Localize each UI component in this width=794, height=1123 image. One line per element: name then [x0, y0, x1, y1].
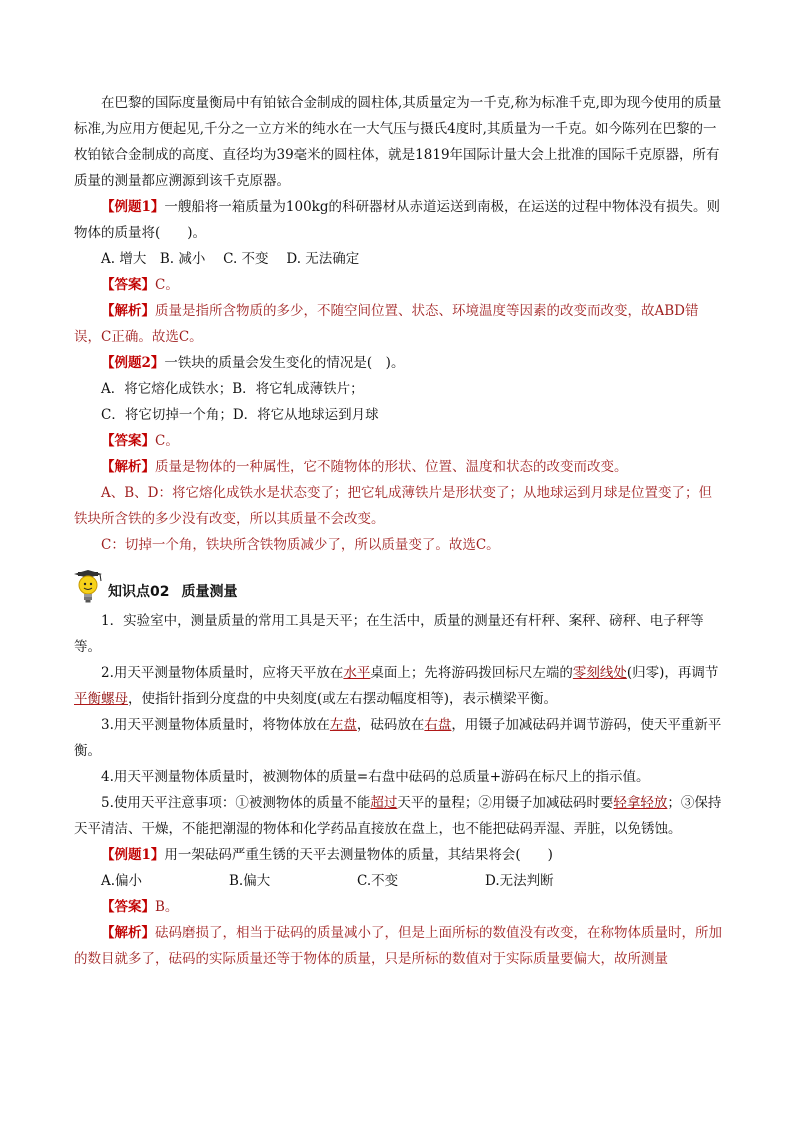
example-2-question — [74, 350, 722, 376]
underlined-term: 轻拿轻放 — [613, 795, 668, 811]
example-2-analysis — [74, 454, 722, 480]
point-4: 4.用天平测量物体质量时，被测物体的质量=右盘中砝码的总质量+游码在标尺上的指示值。 — [101, 769, 650, 785]
example-1-analysis — [74, 298, 722, 350]
example-2-answer — [74, 428, 722, 454]
example-3-options — [74, 868, 722, 894]
example-3-question — [74, 842, 722, 868]
underlined-term: 超过 — [370, 795, 398, 811]
intro-paragraph: 在巴黎的国际度量衡局中有铂铱合金制成的圆柱体,其质量定为一千克,称为标准千克,即为现今使用的质量标准,为应用方便起见,千分之一立方米的纯水在一大气压与摄氏4度时,其质量为一千克。如今陈列在巴黎的一枚铂铱合金制成的高度、直径均为39毫米的圆柱体，就是1819年国际计量大会上批准的国际千克原器，所有质量的测量都应溯源到该千克原器。 — [74, 95, 722, 189]
example-label: 【例题1】 — [101, 199, 165, 215]
option-d: D.无法判断 — [485, 873, 554, 889]
underlined-term: 右盘 — [424, 717, 452, 733]
page-content — [74, 90, 722, 972]
answer-text: B。 — [155, 899, 179, 915]
analysis-label: 【解析】 — [101, 459, 155, 475]
answer-text: C。 — [155, 277, 179, 293]
answer-label: 【答案】 — [101, 277, 155, 293]
answer-label: 【答案】 — [101, 433, 155, 449]
example-1-answer — [74, 272, 722, 298]
section-heading — [74, 570, 722, 604]
option-c: C.不变 — [357, 873, 399, 889]
example-1-question — [74, 194, 722, 246]
example-3-analysis — [74, 920, 722, 972]
option-a: A.偏小 — [101, 873, 143, 889]
example-2-options-ab: A．将它熔化成铁水；B．将它轧成薄铁片； — [101, 381, 364, 397]
underlined-term: 零刻线处 — [572, 665, 627, 681]
answer-text: C。 — [155, 433, 179, 449]
underlined-term: 水平 — [343, 665, 371, 681]
question-text: 用一架砝码严重生锈的天平去测量物体的质量，其结果将会( ) — [164, 847, 553, 863]
analysis-label: 【解析】 — [101, 303, 155, 319]
example-label: 【例题1】 — [101, 847, 165, 863]
point-5: 5.使用天平注意事项：①被测物体的质量不能超过天平的量程；②用镊子加减砝码时要轻拿轻放；③保持天平清洁、干燥，不能把潮湿的物体和化学药品直接放在盘上，也不能把砝码弄湿、弄脏，以免锈蚀。 — [74, 795, 722, 837]
example-2-analysis-2: A、B、D：将它熔化成铁水是状态变了；把它轧成薄铁片是形状变了；从地球运到月球是位置变了；但铁块所含铁的多少没有改变，所以其质量不会改变。 — [74, 485, 712, 527]
question-text: 一铁块的质量会发生变化的情况是( )。 — [164, 355, 405, 371]
lightbulb-mascot-icon — [74, 570, 104, 604]
analysis-text: 砝码磨损了，相当于砝码的质量减小了，但是上面所标的数值没有改变，在称物体质量时，所加的数目就多了，砝码的实际质量还等于物体的质量，只是所标的数值对于实际质量要偏大，故所测量 — [74, 925, 722, 967]
example-3-answer — [74, 894, 722, 920]
question-text: 一艘船将一箱质量为100kg的科研器材从赤道运送到南极，在运送的过程中物体没有损失。则物体的质量将( )。 — [74, 199, 720, 241]
analysis-label: 【解析】 — [101, 925, 155, 941]
example-2-options-cd: C．将它切掉一个角；D．将它从地球运到月球 — [101, 407, 379, 423]
underlined-term: 平衡螺母 — [74, 691, 128, 707]
example-1-options: A. 增大 B. 减小 C. 不变 D. 无法确定 — [101, 251, 360, 267]
section-title — [108, 582, 249, 602]
point-1: 1．实验室中，测量质量的常用工具是天平；在生活中，质量的测量还有杆秤、案秤、磅秤、电子秤等等。 — [74, 613, 704, 655]
underlined-term: 左盘 — [329, 717, 357, 733]
example-label: 【例题2】 — [101, 355, 165, 371]
example-2-analysis-3: C：切掉一个角，铁块所含铁物质减少了，所以质量变了。故选C。 — [101, 537, 500, 553]
point-2: 2.用天平测量物体质量时，应将天平放在水平桌面上；先将游码拨回标尺左端的零刻线处(归零)，再调节平衡螺母，使指针指到分度盘的中央刻度(或左右摆动幅度相等)，表示横梁平衡。 — [74, 665, 719, 707]
point-3: 3.用天平测量物体质量时，将物体放在左盘，砝码放在右盘，用镊子加减砝码并调节游码，使天平重新平衡。 — [74, 717, 722, 759]
section-number: 知识点02 — [108, 584, 170, 600]
analysis-text: 质量是指所含物质的多少，不随空间位置、状态、环境温度等因素的改变而改变，故ABD错误，C正确。故选C。 — [74, 303, 699, 345]
section-title-text: 质量测量 — [181, 584, 238, 600]
option-b: B.偏大 — [229, 873, 271, 889]
answer-label: 【答案】 — [101, 899, 155, 915]
analysis-text: 质量是物体的一种属性，它不随物体的形状、位置、温度和状态的改变而改变。 — [155, 459, 628, 475]
